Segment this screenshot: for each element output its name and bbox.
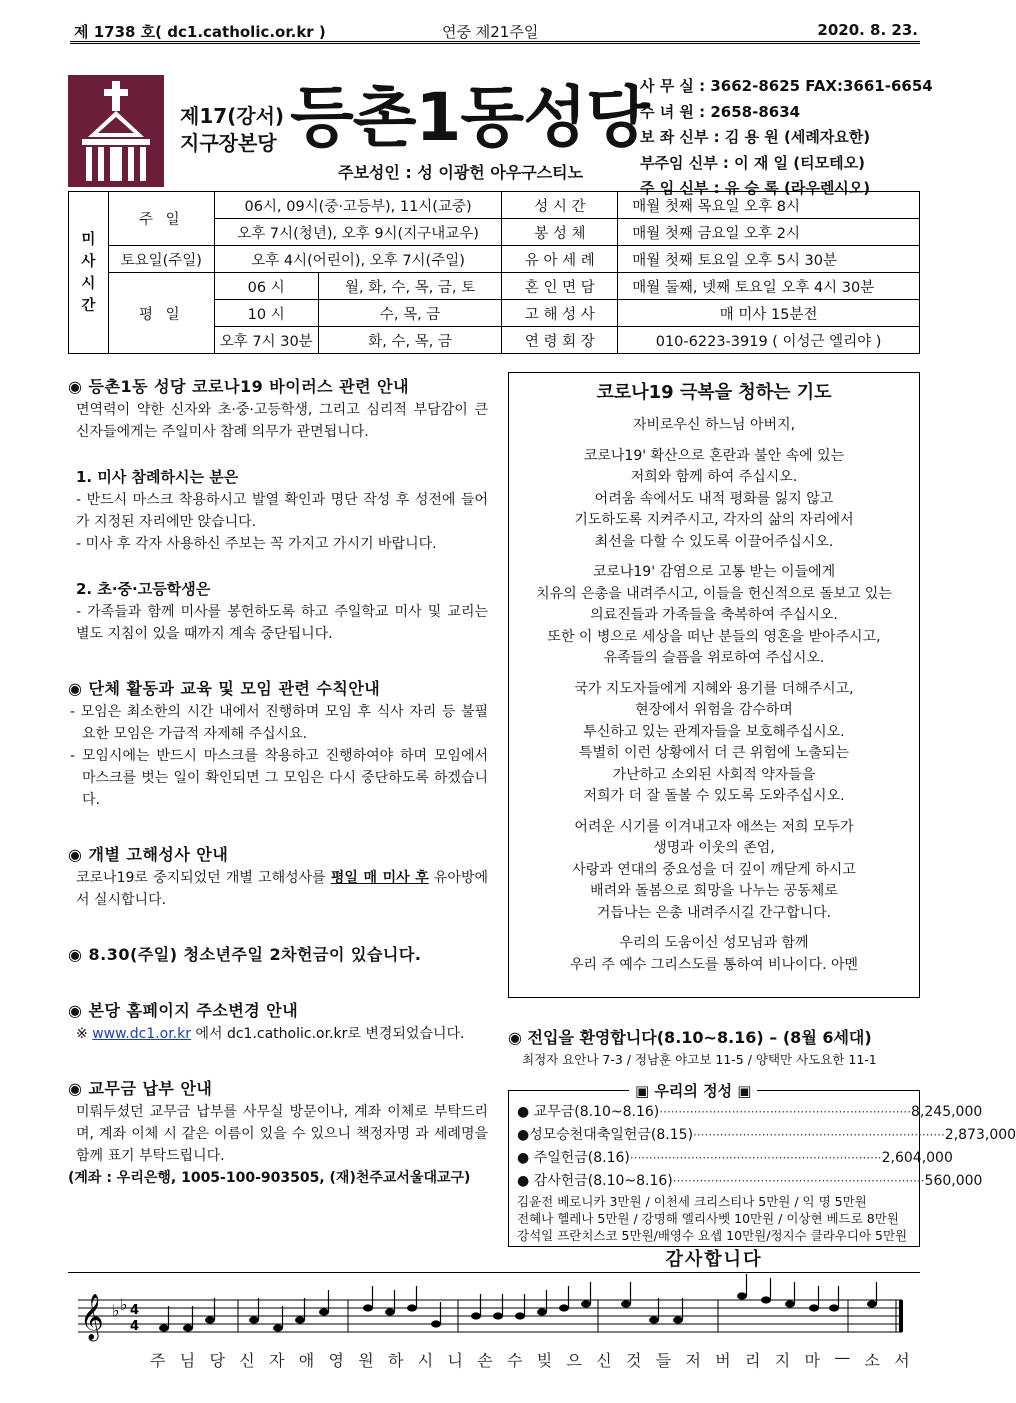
lyric-syllable: 수 [507, 1351, 523, 1370]
service-value: 매월 둘째, 넷째 토요일 오후 4시 30분 [618, 273, 920, 300]
patron-saint: 주보성인 : 성 이광헌 아우구스티노 [338, 163, 584, 182]
contact-office: 사 무 실 : 3662-8625 FAX:3661-6654 [640, 77, 933, 95]
note-head [273, 1324, 283, 1331]
bank-account: (계좌 : 우리은행, 1005-100-903505, (재)천주교서울대교구) [68, 1170, 471, 1186]
church-icon [68, 75, 164, 187]
dues-notice-text: 미뤄두셨던 교무금 납부를 사무실 방문이나, 계좌 이체로 부탁드리며, 계좌 이체 시 같은 이름이 있을 수 있으니 책정자명 과 세례명을 함께 표기 부탁드립니다. [76, 1104, 488, 1164]
note-head [407, 1304, 417, 1311]
confession-emphasis: 평일 매 미사 후 [330, 870, 429, 886]
lyric-syllable: 것 [626, 1351, 642, 1370]
students-subtitle: 2. 초·중·고등학생은 [76, 580, 211, 598]
leader-dots: ·································································· [659, 1105, 912, 1119]
covid-notice-intro: 면역력이 약한 신자와 초·중·고등학생, 그리고 심리적 부담감이 큰 신자들에게는 주일미사 참례 의무가 관면됩니다. [76, 402, 488, 440]
lyric-syllable: 으 [566, 1351, 582, 1370]
donor-line: 전혜나 헬레나 5만원 / 강명해 엘리사벳 10만원 / 이상현 베드로 8만원 [517, 1211, 899, 1226]
prayer-stanza [509, 562, 919, 670]
prayer-stanza [509, 415, 919, 437]
youth-sunday-title: ◉ 8.30(주일) 청소년주일 2차헌금이 있습니다. [68, 945, 422, 964]
prayer-line: 특별히 이런 상황에서 더 큰 위험에 노출되는 [578, 745, 850, 761]
lyric-syllable: 마 [804, 1351, 820, 1370]
prayer-line: 어려운 시기를 이겨내고자 애쓰는 저희 모두가 [574, 818, 854, 835]
mass-attendance-item: - 미사 후 각자 사용하신 주보는 꼭 가지고 가시기 바랍니다. [76, 536, 437, 552]
parish-title: 등촌1동성당 [290, 79, 649, 156]
prayer-line: 또한 이 병으로 세상을 떠난 분들의 영혼을 받아주시고, [547, 628, 881, 645]
service-name: 혼 인 면 담 [502, 273, 618, 300]
leader-dots: ·································································· [672, 1174, 925, 1188]
note-head [621, 1300, 631, 1307]
lyric-syllable: 저 [685, 1351, 701, 1370]
lyric-syllable: 버 [715, 1351, 731, 1370]
issue-header-line [70, 18, 920, 44]
mass-times-label: 미 사 시 간 [69, 192, 109, 354]
offering-name: ● 교무금(8.10~8.16) [517, 1104, 660, 1120]
lyric-syllable: 애 [298, 1351, 315, 1370]
treble-clef-icon: 𝄞 [80, 1294, 104, 1340]
service-value: 010-6223-3919 ( 이성근 엘리야 ) [618, 327, 920, 354]
note-head [761, 1296, 771, 1303]
lyric-syllable: 영 [328, 1351, 344, 1370]
district-line-2: 지구장본당 [180, 131, 277, 155]
prayer-line: 치유의 은총을 내려주시고, 이들을 헌신적으로 돌보고 있는 [536, 585, 892, 602]
table-row [69, 192, 920, 219]
flat-icon: ♭ [120, 1295, 128, 1314]
covid-notice-title: ◉ 등촌1동 성당 코로나19 바이러스 관련 안내 [68, 377, 410, 396]
prayer-line: 코로나19' 감염으로 고통 받는 이들에게 [592, 564, 836, 580]
note-head [471, 1312, 481, 1319]
note-head [515, 1312, 525, 1319]
offerings-list [517, 1101, 1016, 1193]
prayer-line: 유족들의 슬픔을 위로하여 주십시오. [603, 650, 825, 666]
service-value: 매월 첫째 토요일 오후 5시 30분 [618, 246, 920, 273]
lyric-syllable: 신 [239, 1351, 255, 1370]
sunday-label: 주 일 [108, 192, 214, 246]
prayer-line: 국가 지도자들에게 지혜와 용기를 더해주시고, [574, 680, 854, 697]
lyric-syllable: 님 [179, 1351, 196, 1370]
prayer-line: 거듭나는 은총 내려주시길 간구합니다. [596, 904, 832, 921]
prayer-line: 배려와 돌봄으로 희망을 나누는 공동체로 [590, 883, 838, 899]
lyric-syllable: 지 [774, 1351, 791, 1370]
donor-line: 김윤전 베로니카 3만원 / 이천세 크리스티나 5만원 / 익 명 5만원 [517, 1194, 867, 1209]
prayer-line: 저희와 함께 하여 주십시오. [630, 469, 798, 485]
note-head [559, 1304, 569, 1311]
group-activity-title: ◉ 단체 활동과 교육 및 모임 관련 수칙안내 [68, 679, 381, 698]
district-line-1: 제17(강서) [180, 104, 285, 128]
note-head [205, 1316, 215, 1323]
note-head [385, 1308, 395, 1315]
donor-line: 강석일 프란치스코 5만원/배영수 요셉 10만원/정지수 클라우디아 5만원 [517, 1228, 908, 1243]
service-value: 매 미사 15분전 [618, 300, 920, 327]
note-head [319, 1308, 329, 1315]
service-name: 고 해 성 사 [502, 300, 618, 327]
offerings-title: ▣ 우리의 정성 ▣ [629, 1080, 757, 1101]
service-name: 연 령 회 장 [502, 327, 618, 354]
prayer-line: 의료진들과 가족들을 축복하여 주십시오. [590, 607, 838, 623]
prayer-line: 어려움 속에서도 내적 평화를 잃지 않고 [594, 490, 834, 507]
lyric-syllable: 원 [358, 1351, 374, 1370]
offering-amount: 8,245,000 [911, 1104, 983, 1120]
leader-dots: ·································································· [629, 1151, 882, 1165]
service-name: 봉 성 체 [502, 219, 618, 246]
prayer-line: 자비로우신 하느님 아버지, [632, 417, 796, 433]
divider [68, 1272, 920, 1273]
lyric-syllable: 시 [417, 1351, 434, 1370]
note-head [159, 1324, 169, 1331]
homepage-old-link[interactable]: www.dc1.or.kr [92, 1026, 191, 1042]
note-head [431, 1320, 441, 1327]
thanks-text: 감사합니다 [665, 1249, 763, 1270]
offering-name: ● 감사헌금(8.10~8.16) [517, 1173, 673, 1189]
offering-amount: 560,000 [924, 1173, 983, 1189]
weekday-days: 수, 목, 금 [318, 300, 502, 327]
dues-notice-title: ◉ 교무금 납부 안내 [68, 1079, 213, 1098]
note-head [829, 1304, 839, 1311]
note-head [581, 1300, 591, 1307]
prayer-line: 생명과 이웃의 존엄, [653, 840, 775, 856]
church-logo [68, 75, 164, 187]
saturday-label: 토요일(주일) [108, 246, 214, 273]
mass-attendance-subtitle: 1. 미사 참례하시는 분은 [76, 468, 239, 486]
prayer-text [509, 415, 919, 976]
weekday-time: 06 시 [214, 273, 318, 300]
time-signature: 4 [130, 1303, 140, 1318]
offering-row [517, 1101, 983, 1124]
prayer-line: 저희가 더 잘 돌볼 수 있도록 도와주십시오. [583, 788, 845, 804]
notices-column [68, 375, 488, 1189]
lyric-syllable: 소 [864, 1351, 880, 1370]
lyric-syllable: 니 [447, 1351, 463, 1370]
lyric-syllable: — [834, 1348, 851, 1367]
donor-list [517, 1193, 907, 1244]
lyric-syllable: 리 [745, 1351, 761, 1370]
lyric-syllable: 서 [894, 1351, 910, 1370]
contact-associate-priest: 부주임 신부 : 이 재 일 (티모테오) [640, 153, 865, 172]
note-head [493, 1312, 503, 1319]
prayer-line: 기도하도록 지켜주시고, 각자의 삶의 자리에서 [574, 512, 854, 528]
group-activity-item: - 모임시에는 반드시 마스크를 착용하고 진행하여야 하며 모임에서 마스크를 벗는 일이 확인되면 그 모임은 다시 중단하도록 하겠습니다. [70, 748, 488, 808]
mass-schedule-table [68, 191, 920, 354]
hymn-lyrics [150, 1348, 910, 1371]
homepage-notice-title: ◉ 본당 홈페이지 주소변경 안내 [68, 1001, 299, 1020]
contact-pastor: 주 임 신부 : 유 승 록 (라우렌시오) [640, 179, 871, 197]
prayer-stanza [509, 446, 919, 554]
note-head [867, 1300, 877, 1307]
confession-text: 코로나19로 중지되었던 개별 고해성사를 평일 매 미사 후 유아방에서 실시합니다. [76, 870, 489, 908]
lyric-syllable: 들 [655, 1351, 672, 1370]
prayer-line: 현장에서 위험을 감수하며 [635, 702, 793, 718]
time-signature: 4 [130, 1319, 140, 1334]
table-row [69, 273, 920, 300]
confession-title: ◉ 개별 고해성사 안내 [68, 845, 229, 864]
note-head [649, 1316, 659, 1323]
weekday-days: 월, 화, 수, 목, 금, 토 [318, 273, 502, 300]
service-name: 유 아 세 례 [502, 246, 618, 273]
prayer-line: 최선을 다할 수 있도록 이끌어주십시오. [594, 533, 834, 550]
welcome-section [508, 1026, 920, 1070]
contact-assistant-priest: 보 좌 신부 : 김 용 원 (세례자요한) [640, 128, 871, 146]
mass-attendance-item: - 반드시 마스크 착용하시고 발열 확인과 명단 작성 후 성전에 들어가 지정된 자리에만 앉습니다. [76, 492, 488, 530]
prayer-line: 우리의 도움이신 성모님과 함께 [619, 935, 809, 951]
lyric-syllable: 손 [477, 1351, 493, 1370]
weekday-time: 오후 7시 30분 [214, 327, 318, 354]
note-head [295, 1316, 305, 1323]
note-head [537, 1308, 547, 1315]
note-head [183, 1324, 193, 1331]
issue-date: 2020. 8. 23. [817, 21, 918, 39]
prayer-line: 코로나19' 확산으로 혼란과 불안 속에 있는 [583, 447, 845, 464]
weekday-label: 평 일 [108, 273, 214, 354]
contact-convent: 수 녀 원 : 2658-8634 [640, 102, 801, 121]
weekday-days: 화, 수, 목, 금 [318, 327, 502, 354]
liturgical-week: 연중 제21주일 [442, 23, 539, 41]
offerings-box [508, 1082, 1016, 1247]
prayer-stanza [509, 817, 919, 925]
issue-number: 제 1738 호( dc1.catholic.or.kr ) [74, 23, 326, 41]
lyric-syllable: 하 [388, 1351, 404, 1370]
prayer-line: 가난하고 소외된 사회적 약자들을 [612, 766, 816, 783]
district-label [180, 103, 284, 157]
flat-icon: ♭ [112, 1301, 120, 1320]
service-value: 매월 첫째 금요일 오후 2시 [618, 219, 920, 246]
students-item: - 가족들과 함께 미사를 봉헌하도록 하고 주일학교 미사 및 교리는 별도 지침이 있을 때까지 계속 중단됩니다. [76, 604, 488, 642]
lyric-syllable: 자 [269, 1351, 285, 1370]
lyric-syllable: 신 [596, 1351, 612, 1370]
note-head [785, 1300, 795, 1307]
prayer-box [508, 372, 920, 998]
welcome-title: ◉ 전입을 환영합니다(8.10~8.16) – (8월 6세대) [508, 1028, 872, 1047]
table-row [69, 246, 920, 273]
note-head [249, 1316, 259, 1323]
prayer-line: 사랑과 연대의 중요성을 더 깊이 깨닫게 하시고 [572, 861, 856, 878]
service-value: 매월 첫째 목요일 오후 8시 [618, 192, 920, 219]
offering-row [517, 1170, 983, 1193]
prayer-line: 우리 주 예수 그리스도를 통하여 비나이다. 아멘 [569, 956, 859, 973]
lyric-syllable: 당 [209, 1351, 225, 1370]
offering-row [517, 1124, 1016, 1147]
note-head [673, 1316, 683, 1323]
prayer-title: 코로나19 극복을 청하는 기도 [596, 382, 832, 403]
contact-list [640, 74, 933, 202]
welcome-names: 최정자 요안나 7-3 / 정남훈 야고보 11-5 / 양택만 사도요한 11-1 [522, 1052, 877, 1067]
offering-row [517, 1147, 953, 1170]
note-head [363, 1304, 373, 1311]
prayer-stanza [509, 933, 919, 976]
offering-name: ● 주일헌금(8.16) [517, 1150, 630, 1166]
service-name: 성 시 간 [502, 192, 618, 219]
prayer-stanza [509, 679, 919, 808]
lyric-syllable: 빚 [536, 1351, 553, 1370]
saturday-times: 오후 4시(어린이), 오후 7시(주일) [214, 246, 502, 273]
prayer-line: 투신하고 있는 관계자들을 보호해주십시오. [583, 723, 845, 740]
sunday-times-1: 06시, 09시(중·고등부), 11시(교중) [214, 192, 502, 219]
leader-dots: ·································································· [693, 1128, 945, 1142]
offering-name: ●성모승천대축일헌금(8.15) [517, 1127, 694, 1143]
note-head [737, 1292, 747, 1299]
sunday-times-2: 오후 7시(청년), 오후 9시(지구내교우) [214, 219, 502, 246]
lyric-syllable: 주 [150, 1351, 166, 1370]
note-head [809, 1304, 819, 1311]
weekday-time: 10 시 [214, 300, 318, 327]
offering-amount: 2,873,000 [944, 1127, 1016, 1143]
offering-amount: 2,604,000 [881, 1150, 953, 1166]
group-activity-item: - 모임은 최소한의 시간 내에서 진행하며 모임 후 식사 자리 등 불필요한 모임은 가급적 자제해 주십시요. [70, 704, 488, 742]
homepage-notice-text: ※ www.dc1.or.kr 에서 dc1.catholic.or.kr로 변경되었습니다. [76, 1026, 465, 1042]
